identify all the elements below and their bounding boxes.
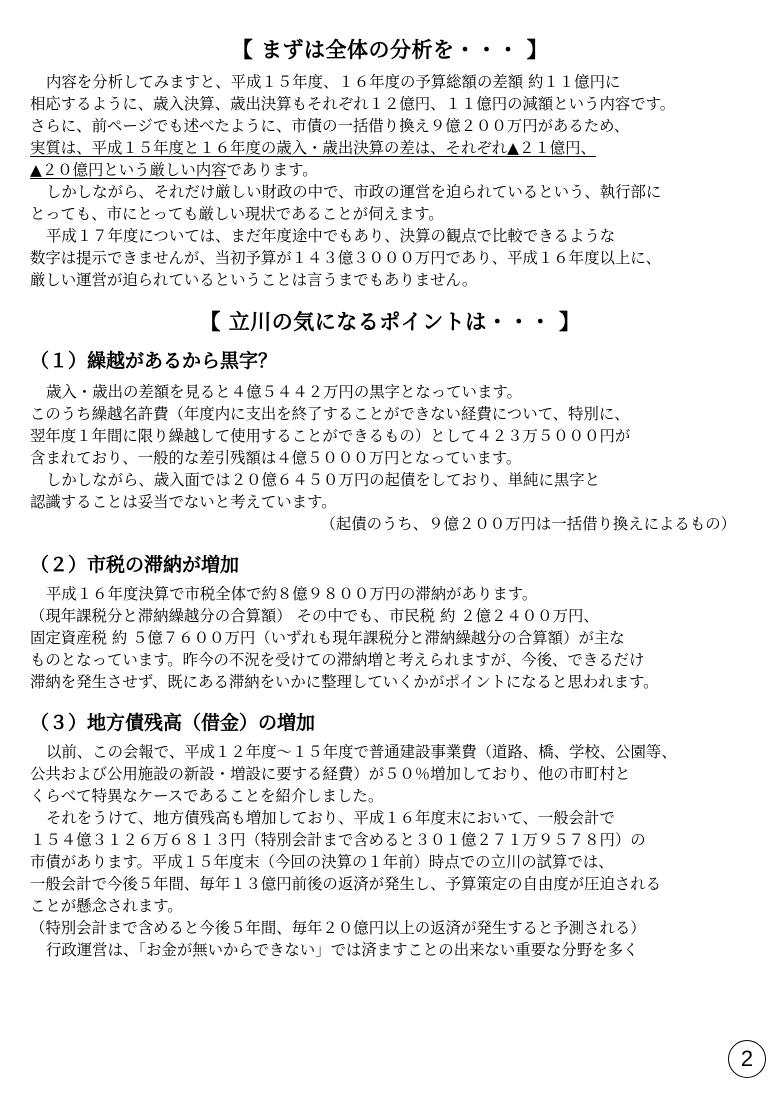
subheading-tax-arrears: （２）市税の滞納が増加 [30, 554, 240, 576]
paragraph-line: 数字は提示できませんが、当初予算が１４３億３０００万円であり、平成１６年度以上に、 [30, 249, 662, 267]
paragraph-line: とっても、市にとっても厳しい現状であることが伺えます。 [30, 205, 444, 223]
paragraph-line: １５４億３１２６万６８１３円（特別会計まで含めると３０１億２７１万９５７８円）の [30, 831, 646, 849]
paragraph-line: 市債があります。平成１５年度末（今回の決算の１年前）時点での立川の試算では、 [30, 853, 614, 871]
underlined-line: 実質は、平成１５年度と１６年度の歳入・歳出決算の差は、それぞれ▲２１億円、 [30, 139, 596, 157]
paragraph-line: （特別会計まで含めると今後５年間、毎年２０億円以上の返済が発生すると予測される） [30, 919, 646, 937]
paragraph-line: 固定資産税 約 ５億７６００万円（いずれも現年課税分と滞納繰越分の合算額）が主な [30, 629, 625, 647]
paragraph-line: しかしながら、それだけ厳しい財政の中で、市政の運営を迫られているという、執行部に [46, 183, 662, 201]
paragraph-line: 公共および公用施設の新設・増設に要する経費）が５０％増加しており、他の市町村と [30, 765, 631, 783]
paragraph-line: 平成１７年度については、まだ年度途中でもあり、決算の観点で比較できるような [46, 227, 616, 245]
paragraph-text: であります。 [226, 161, 318, 179]
paragraph-line: それをうけて、地方債残高も増加しており、平成１６年度末において、一般会計で [46, 809, 615, 827]
paragraph-line: 内容を分析してみますと、平成１５年度、１６年度の予算総額の差額 約１１億円に [46, 73, 621, 91]
paragraph-line: ものとなっています。昨今の不況を受けての滞納増と考えられますが、今後、できるだけ [30, 651, 645, 669]
paragraph-line: 平成１６年度決算で市税全体で約８億９８００万円の滞納があります。 [46, 585, 538, 603]
paragraph-line: 歳入・歳出の差額を見ると４億５４４２万円の黒字となっています。 [46, 383, 522, 401]
subheading-local-debt: （３）地方債残高（借金）の増加 [30, 712, 316, 734]
underlined-text: ▲２０億円という厳しい内容 [30, 161, 227, 179]
paragraph-line: 一般会計で今後５年間、毎年１３億円前後の返済が発生し、予算策定の自由度が圧迫される [30, 875, 662, 893]
paragraph-line: （現年課税分と滞納繰越分の合算額） その中でも、市民税 約 ２億２４００万円、 [30, 607, 599, 625]
note-line: （起債のうち、９億２００万円は一括借り換えによるもの） [320, 515, 736, 533]
paragraph-line: くらべて特異なケースであることを紹介しました。 [30, 787, 384, 805]
subheading-carryover-surplus: （１）繰越があるから黒字？ [30, 350, 278, 372]
paragraph-line: ことが懸念されます。 [30, 897, 183, 915]
paragraph-line: 翌年度１年間に限り繰越して使用することができるもの）として４２３万５０００円が [30, 427, 631, 445]
paragraph-line: 認識することは妥当でないと考えています。 [30, 493, 337, 511]
paragraph-line: 以前、この会報で、平成１２年度～１５年度で普通建設事業費（道路、橋、学校、公園等、 [46, 743, 677, 761]
section-heading-points-of-concern: 【 立川の気になるポイントは・・・ 】 [199, 310, 581, 334]
paragraph-line: このうち繰越名許費（年度内に支出を終了することができない経費について、特別に、 [30, 405, 630, 423]
paragraph-line: さらに、前ページでも述べたように、市債の一括借り換え９億２００万円があるため、 [30, 117, 630, 135]
page-number: 2 [728, 1040, 766, 1078]
paragraph-line: 行政運営は、「お金が無いからできない」では済ますことの出来ない重要な分野を多く [46, 941, 639, 959]
paragraph-line: 滞納を発生させず、既にある滞納をいかに整理していくかがポイントになると思われます。 [30, 673, 659, 691]
paragraph-line: 相応するように、歳入決算、歳出決算もそれぞれ１２億円、１１億円の減額という内容です。 [30, 95, 676, 113]
section-heading-overall-analysis: 【 まずは全体の分析を・・・ 】 [231, 38, 549, 62]
paragraph-line: 含まれており、一般的な差引残額は４億５０００万円となっています。 [30, 449, 522, 467]
paragraph-line: しかしながら、歳入面では２０億６４５０万円の起債をしており、単純に黒字と [46, 471, 601, 489]
paragraph-line [30, 160, 318, 180]
paragraph-line: 厳しい運営が迫られているということは言うまでもありません。 [30, 271, 478, 289]
